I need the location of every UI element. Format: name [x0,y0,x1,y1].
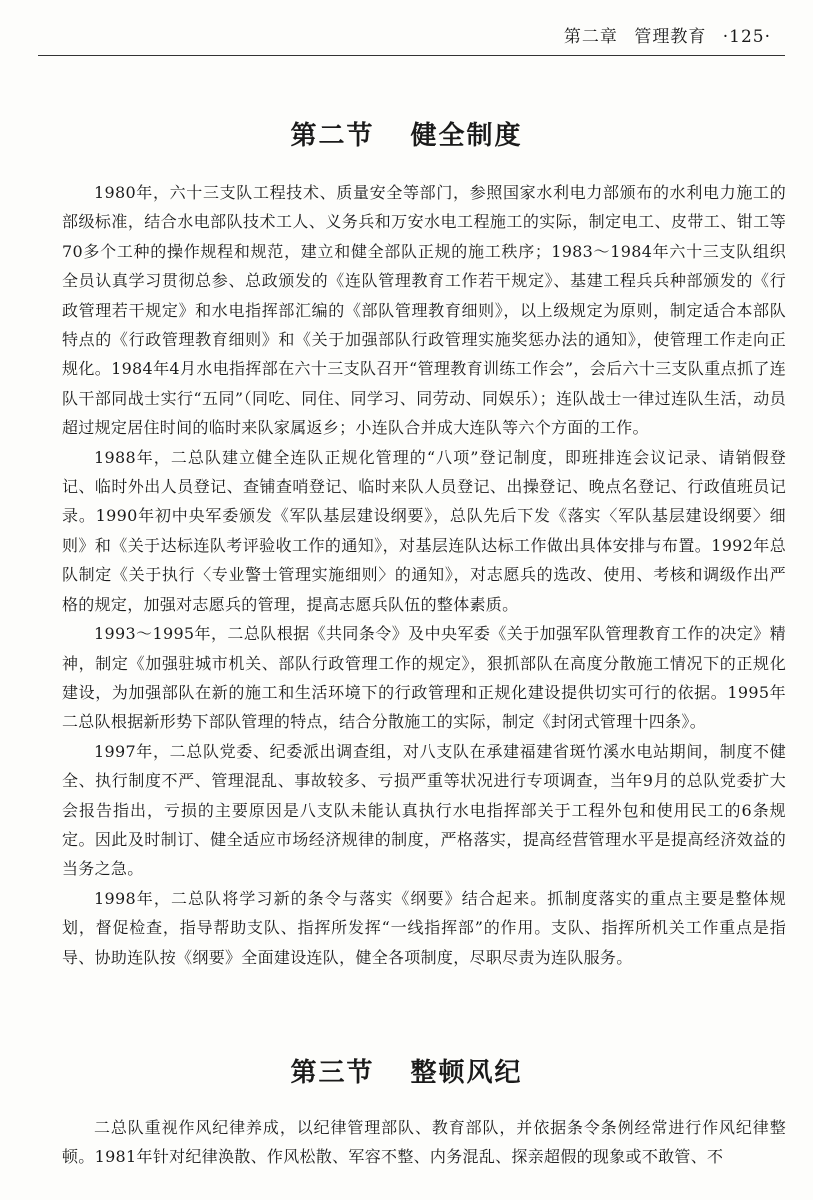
header-rule [38,55,785,56]
paragraph: 1993～1995年，二总队根据《共同条令》及中央军委《关于加强军队管理教育工作的决定》精神，制定《加强驻城市机关、部队行政管理工作的规定》，狠抓部队在高度分散施工情况下的正规化建设，为加强部队在新的施工和生活环境下的行政管理和正规化建设提供切实可行的依据。1995年二总队根据新形势下部队管理的特点，结合分散施工的实际，制定《封闭式管理十四条》。 [62,624,786,732]
section-number: 第二节 [290,121,375,151]
page-number: ·125· [722,27,771,47]
paragraph: 1998年，二总队将学习新的条令与落实《纲要》结合起来。抓制度落实的重点主要是整体规划，督促检查，指导帮助支队、指挥所发挥“一线指挥部”的作用。支队、指挥所机关工作重点是指导、协助连队按《纲要》全面建设连队，健全各项制度，尽职尽责为连队服务。 [62,888,786,967]
header-chapter: 第二章 [563,27,618,47]
section-heading: 整顿风纪 [410,1058,523,1088]
paragraph: 1988年，二总队建立健全连队正规化管理的“八项”登记制度，即班排连会议记录、请销假登记、临时外出人员登记、查铺查哨登记、临时来队人员登记、出操登记、晚点名登记、行政值班员记录。1990年初中央军委颁发《军队基层建设纲要》，总队先后下发《落实〈军队基层建设纲要〉细则》和《关于达标连队考评验收工作的通知》，对基层连队达标工作做出具体安排与布置。1992年总队制定《关于执行〈专业警士管理实施细则〉的通知》，对志愿兵的选改、使用、考核和调级作出严格的规定，加强对志愿兵的管理，提高志愿兵队伍的整体素质。 [62,447,786,614]
section-title-3 [0,1052,813,1089]
paragraph: 1997年，二总队党委、纪委派出调查组，对八支队在承建福建省斑竹溪水电站期间，制度不健全、执行制度不严、管理混乱、事故较多、亏损严重等状况进行专项调查，当年9月的总队党委扩大会报告指出，亏损的主要原因是八支队未能认真执行水电指挥部关于工程外包和使用民工的6条规定。因此及时制订、健全适应市场经济规律的制度，严格落实，提高经营管理水平是提高经济效益的当务之急。 [62,741,786,879]
header-chapter-title: 管理教育 [634,27,707,47]
header-text [554,22,771,47]
running-header [0,0,813,58]
paragraph: 1980年，六十三支队工程技术、质量安全等部门，参照国家水利电力部颁布的水利电力施工的部级标准，结合水电部队技术工人、义务兵和万安水电工程施工的实际，制定电工、皮带工、钳工等70多个工种的操作规程和规范，建立和健全部队正规的施工秩序；1983～1984年六十三支队组织全员认真学习贯彻总参、总政颁发的《连队管理教育工作若干规定》、基建工程兵兵种部颁发的《行政管理若干规定》和水电指挥部汇编的《部队管理教育细则》，以上级规定为原则，制定适合本部队特点的《行政管理教育细则》和《关于加强部队行政管理实施奖惩办法的通知》，使管理工作走向正规化。1984年4月水电指挥部在六十三支队召开“管理教育训练工作会”，会后六十三支队重点抓了连队干部同战士实行“五同”（同吃、同住、同学习、同劳动、同娱乐）；连队战士一律过连队生活，动员超过规定居住时间的临时来队家属返乡；小连队合并成大连队等六个方面的工作。 [62,183,786,438]
section-heading: 健全制度 [410,121,523,151]
section-3-body [62,1113,786,1172]
section-2-body [62,178,786,972]
paragraph: 二总队重视作风纪律养成，以纪律管理部队、教育部队，并依据条令条例经常进行作风纪律整顿。1981年针对纪律涣散、作风松散、军容不整、内务混乱、探亲超假的现象或不敢管、不 [62,1118,786,1167]
section-number: 第三节 [290,1058,375,1088]
section-title-2 [0,115,813,152]
